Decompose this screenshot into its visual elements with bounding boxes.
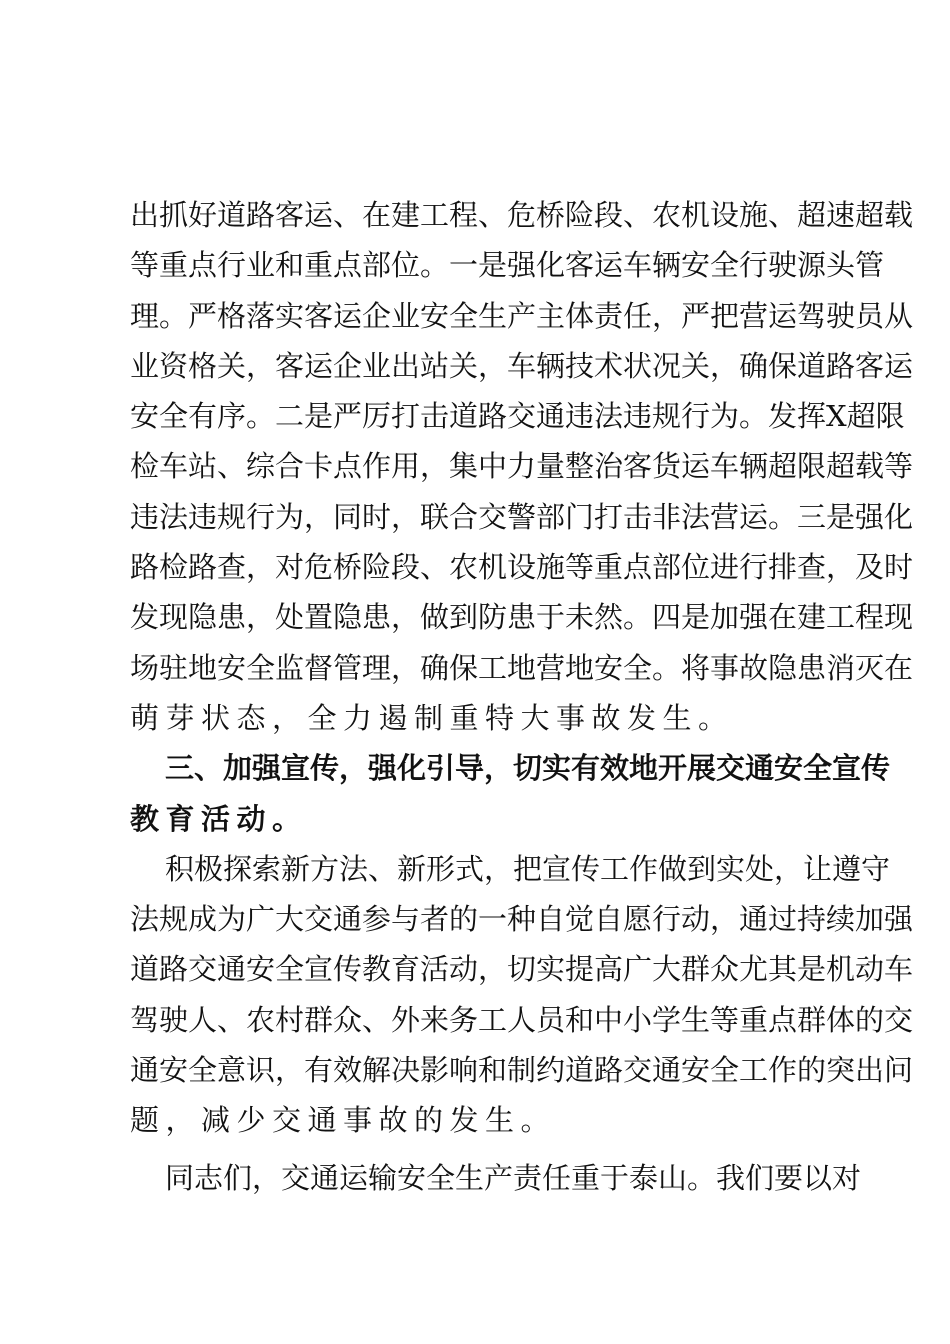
text-line: 安全有序。二是严厉打击道路交通违法违规行为。发挥X超限	[130, 399, 905, 434]
text-line: 业资格关，客运企业出站关，车辆技术状况关，确保道路客运	[130, 348, 914, 383]
paragraph-closing	[130, 1153, 862, 1203]
text-line: 场驻地安全监督管理，确保工地营地安全。将事故隐患消灭在	[130, 650, 914, 685]
text-line: 积极探索新方法、新形式，把宣传工作做到实处，让遵守	[165, 851, 891, 886]
text-line: 驾驶人、农村群众、外来务工人员和中小学生等重点群体的交	[130, 1002, 914, 1037]
text-line: 等重点行业和重点部位。一是强化客运车辆安全行驶源头管	[130, 248, 885, 283]
document-page	[130, 190, 914, 1203]
text-line: 发现隐患，处置隐患，做到防患于未然。四是加强在建工程现	[130, 600, 914, 635]
text-line: 法规成为广大交通参与者的一种自觉自愿行动，通过持续加强	[130, 902, 914, 937]
text-line: 路检路查，对危桥险段、农机设施等重点部位进行排查，及时	[130, 550, 914, 585]
text-line: 检车站、综合卡点作用，集中力量整治客货运车辆超限超载等	[130, 449, 914, 484]
paragraph-publicity-education	[130, 844, 914, 1146]
section-heading-3	[130, 743, 891, 844]
text-line: 萌芽状态，全力遏制重特大事故发生。	[130, 700, 734, 735]
paragraph-road-safety-measures	[130, 190, 914, 743]
text-line: 违法违规行为，同时，联合交警部门打击非法营运。三是强化	[130, 499, 914, 534]
text-line: 理。严格落实客运企业安全生产主体责任，严把营运驾驶员从	[130, 298, 914, 333]
heading-line: 三、加强宣传，强化引导，切实有效地开展交通安全宣传	[165, 751, 891, 786]
text-line: 同志们，交通运输安全生产责任重于泰山。我们要以对	[165, 1160, 862, 1195]
text-line: 题，减少交通事故的发生。	[130, 1103, 557, 1138]
text-line: 通安全意识，有效解决影响和制约道路交通安全工作的突出问	[130, 1053, 914, 1088]
text-line: 出抓好道路客运、在建工程、危桥险段、农机设施、超速超载	[130, 198, 914, 232]
text-line: 道路交通安全宣传教育活动，切实提高广大群众尤其是机动车	[130, 952, 914, 987]
heading-line: 教育活动。	[130, 801, 308, 836]
